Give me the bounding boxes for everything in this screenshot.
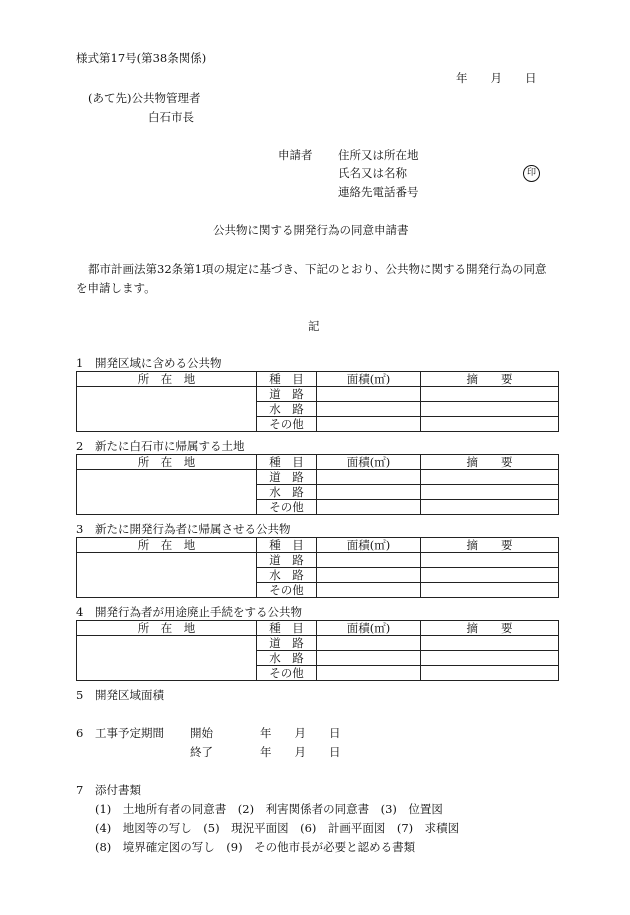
applicant-label: 申請者 <box>278 148 313 162</box>
remarks-cell[interactable] <box>421 402 559 417</box>
area-cell[interactable] <box>317 636 421 651</box>
seal-icon: 印 <box>523 165 540 182</box>
location-cell[interactable] <box>77 470 257 515</box>
area-cell[interactable] <box>317 485 421 500</box>
header-remarks: 摘 要 <box>421 538 559 553</box>
attachments-line1: (1) 土地所有者の同意書 (2) 利害関係者の同意書 (3) 位置図 <box>95 802 443 816</box>
header-type: 種 目 <box>257 538 317 553</box>
remarks-cell[interactable] <box>421 485 559 500</box>
remarks-cell[interactable] <box>421 417 559 432</box>
header-area: 面積(㎡) <box>317 455 421 470</box>
remarks-cell[interactable] <box>421 387 559 402</box>
type-other: その他 <box>257 500 317 515</box>
schedule-end-label: 終了 <box>190 745 213 759</box>
header-area: 面積(㎡) <box>317 621 421 636</box>
type-road: 道 路 <box>257 636 317 651</box>
header-type: 種 目 <box>257 372 317 387</box>
document-title: 公共物に関する開発行為の同意申請書 <box>213 223 409 237</box>
type-other: その他 <box>257 666 317 681</box>
remarks-cell[interactable] <box>421 636 559 651</box>
section-6-number: 6 <box>76 726 84 740</box>
area-cell[interactable] <box>317 417 421 432</box>
type-waterway: 水 路 <box>257 485 317 500</box>
applicant-phone-label: 連絡先電話番号 <box>338 185 419 199</box>
header-location: 所 在 地 <box>77 455 257 470</box>
body-text-line2: を申請します。 <box>76 281 156 295</box>
section-4-title: 開発行為者が用途廃止手続をする公共物 <box>95 605 302 619</box>
area-cell[interactable] <box>317 553 421 568</box>
type-road: 道 路 <box>257 553 317 568</box>
type-road: 道 路 <box>257 470 317 485</box>
section-5-title: 開発区域面積 <box>95 688 164 702</box>
addressee: (あて先)公共物管理者 <box>88 91 201 105</box>
area-cell[interactable] <box>317 651 421 666</box>
area-cell[interactable] <box>317 568 421 583</box>
addressee-mayor: 白石市長 <box>148 110 194 124</box>
schedule-end-date: 年 月 日 <box>260 745 341 759</box>
remarks-cell[interactable] <box>421 583 559 598</box>
section-4-number: 4 <box>76 605 84 619</box>
header-area: 面積(㎡) <box>317 372 421 387</box>
location-cell[interactable] <box>77 636 257 681</box>
type-waterway: 水 路 <box>257 402 317 417</box>
type-waterway: 水 路 <box>257 651 317 666</box>
section-1-number: 1 <box>76 356 84 370</box>
area-cell[interactable] <box>317 402 421 417</box>
type-other: その他 <box>257 583 317 598</box>
type-other: その他 <box>257 417 317 432</box>
schedule-label: 工事予定期間 <box>95 726 164 740</box>
attachments-title: 添付書類 <box>95 783 141 797</box>
type-waterway: 水 路 <box>257 568 317 583</box>
attachments-line2: (4) 地図等の写し (5) 現況平面図 (6) 計画平面図 (7) 求積図 <box>95 821 460 835</box>
area-cell[interactable] <box>317 666 421 681</box>
remarks-cell[interactable] <box>421 651 559 666</box>
remarks-cell[interactable] <box>421 666 559 681</box>
header-remarks: 摘 要 <box>421 621 559 636</box>
location-cell[interactable] <box>77 553 257 598</box>
header-location: 所 在 地 <box>77 621 257 636</box>
section-2-number: 2 <box>76 439 84 453</box>
header-type: 種 目 <box>257 621 317 636</box>
area-cell[interactable] <box>317 470 421 485</box>
public-property-table-1 <box>76 371 559 432</box>
public-property-table-3 <box>76 537 559 598</box>
applicant-name-label: 氏名又は名称 <box>338 166 407 180</box>
location-cell[interactable] <box>77 387 257 432</box>
header-location: 所 在 地 <box>77 372 257 387</box>
header-location: 所 在 地 <box>77 538 257 553</box>
ki-heading: 記 <box>308 319 320 333</box>
type-road: 道 路 <box>257 387 317 402</box>
applicant-address-label: 住所又は所在地 <box>338 148 419 162</box>
remarks-cell[interactable] <box>421 568 559 583</box>
section-1-title: 開発区域に含める公共物 <box>95 356 222 370</box>
form-number: 様式第17号(第38条関係) <box>76 51 207 65</box>
remarks-cell[interactable] <box>421 470 559 485</box>
header-remarks: 摘 要 <box>421 455 559 470</box>
public-property-table-2 <box>76 454 559 515</box>
area-cell[interactable] <box>317 387 421 402</box>
section-3-number: 3 <box>76 522 84 536</box>
public-property-table-4 <box>76 620 559 681</box>
header-type: 種 目 <box>257 455 317 470</box>
section-3-title: 新たに開発行為者に帰属させる公共物 <box>95 522 291 536</box>
schedule-start-date: 年 月 日 <box>260 726 341 740</box>
date-line: 年 月 日 <box>456 71 537 85</box>
remarks-cell[interactable] <box>421 500 559 515</box>
header-area: 面積(㎡) <box>317 538 421 553</box>
remarks-cell[interactable] <box>421 553 559 568</box>
section-7-number: 7 <box>76 783 84 797</box>
schedule-start-label: 開始 <box>190 726 213 740</box>
area-cell[interactable] <box>317 500 421 515</box>
header-remarks: 摘 要 <box>421 372 559 387</box>
body-text-line1: 都市計画法第32条第1項の規定に基づき、下記のとおり、公共物に関する開発行為の同意 <box>88 262 547 276</box>
section-5-number: 5 <box>76 688 84 702</box>
area-cell[interactable] <box>317 583 421 598</box>
attachments-line3: (8) 境界確定図の写し (9) その他市長が必要と認める書類 <box>95 840 416 854</box>
section-2-title: 新たに白石市に帰属する土地 <box>95 439 245 453</box>
